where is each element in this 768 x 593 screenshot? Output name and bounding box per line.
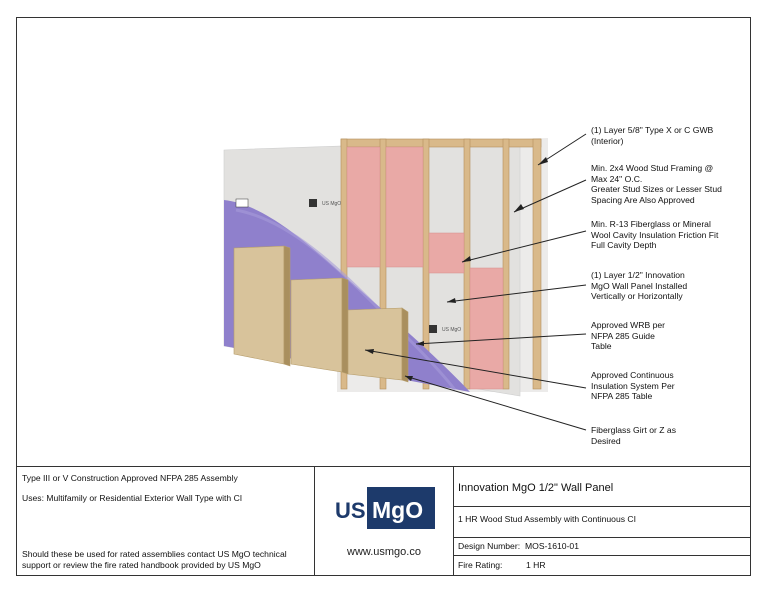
design-number-row — [454, 537, 751, 556]
website-url[interactable]: www.usmgo.co — [347, 546, 421, 558]
assembly-uses: Uses: Multifamily or Residential Exterior Wall Type with CI — [22, 493, 243, 503]
callout-continuous-insulation: Approved Continuous Insulation System Per NFPA 285 Table — [591, 370, 675, 402]
callout-wrb: Approved WRB per NFPA 285 Guide Table — [591, 320, 666, 352]
title-block-notes — [16, 466, 314, 577]
fire-rating-value: 1 HR — [526, 560, 546, 570]
logo-us-text: US — [335, 498, 366, 523]
callout-insulation: Min. R-13 Fiberglass or Mineral Wool Cavity Insulation Friction Fit Full Cavity Depth — [591, 219, 719, 251]
design-number-label: Design Number: — [458, 541, 521, 551]
title-block-logo — [314, 466, 454, 576]
title-block-info — [454, 466, 751, 577]
assembly-type: Type III or V Construction Approved NFPA 285 Assembly — [22, 473, 238, 483]
callout-gwb: (1) Layer 5/8" Type X or C GWB (Interior) — [591, 125, 714, 146]
product-name: Innovation MgO 1/2" Wall Panel — [458, 482, 614, 494]
fire-rating-row — [454, 555, 751, 577]
fire-rating-label: Fire Rating: — [458, 560, 503, 570]
rated-assembly-note: Should these be used for rated assemblies contact US MgO technical support or review the fire rated handbook provided by US MgO — [22, 549, 287, 570]
assembly-subtitle: 1 HR Wood Stud Assembly with Continuous CI — [458, 514, 637, 524]
callout-mgo-panel: (1) Layer 1/2" Innovation MgO Wall Panel Installed Vertically or Horizontally — [591, 270, 688, 302]
panel-brand-print-bottom: US MgO — [442, 327, 462, 333]
product-row — [454, 467, 751, 507]
usmgo-logo — [333, 485, 437, 531]
panel-brand-print-top: US MgO — [322, 201, 342, 207]
callout-girt: Fiberglass Girt or Z as Desired — [591, 425, 677, 446]
callout-studs: Min. 2x4 Wood Stud Framing @ Max 24" O.C. Greater Stud Sizes or Lesser Stud Spacing Are Also Approved — [591, 163, 722, 205]
logo-mgo-text: MgO — [372, 497, 424, 523]
subtitle-row — [454, 506, 751, 538]
design-number-value: MOS-1610-01 — [525, 541, 579, 551]
